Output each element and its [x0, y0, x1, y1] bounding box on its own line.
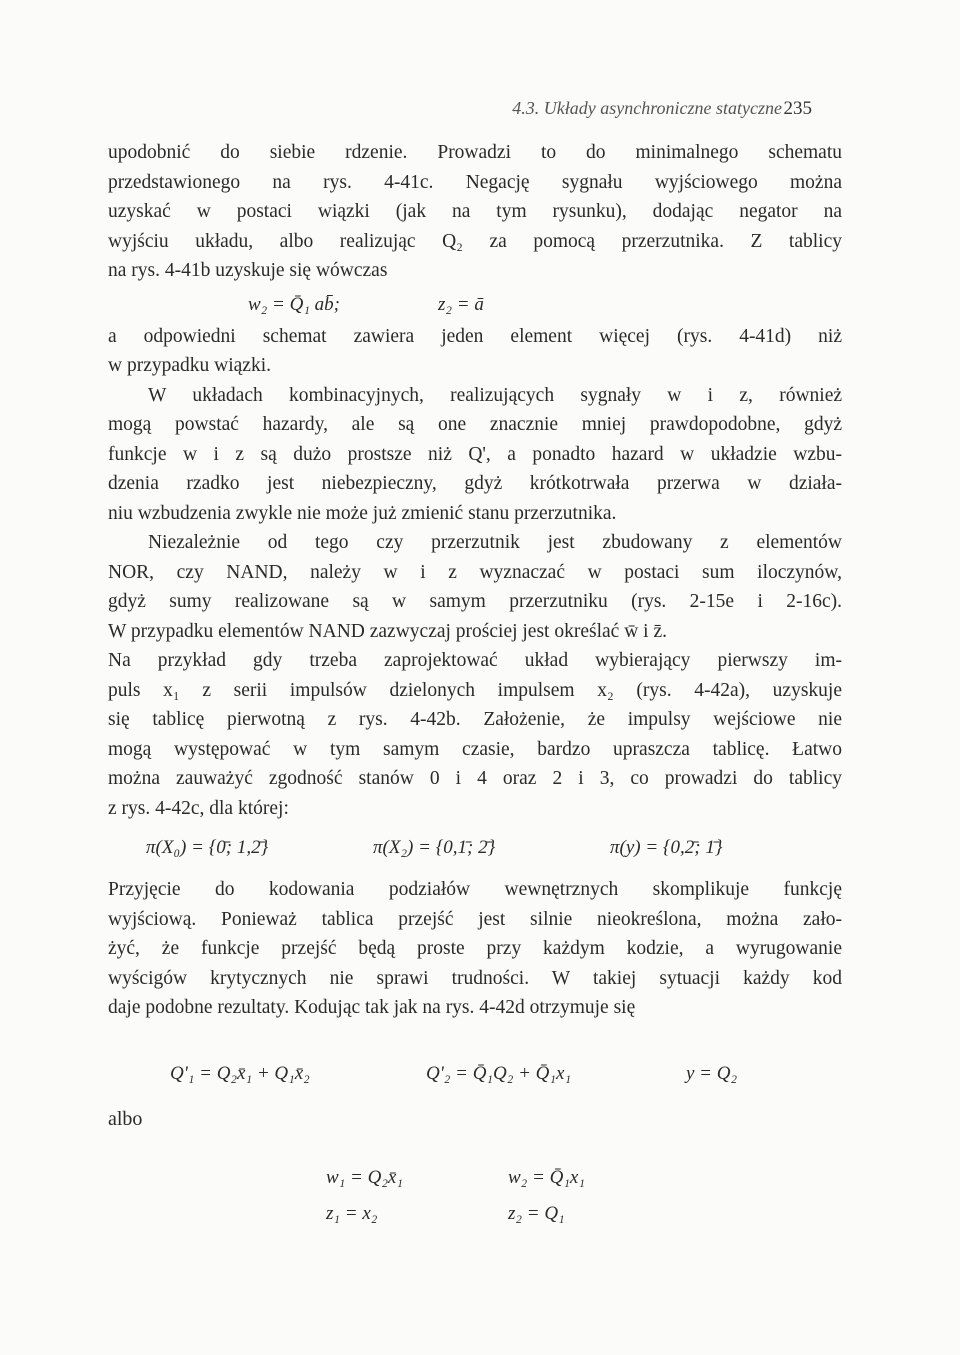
page-number: 235: [783, 98, 812, 119]
albo-word: albo: [108, 1107, 143, 1130]
equation-partitions: [108, 833, 842, 865]
body-text: [108, 138, 842, 1243]
paragraph-4: [108, 528, 842, 646]
equation-q1-prime: Q'₁ = Q₂x̄₁ + Q₁x̄₂: [170, 1062, 310, 1084]
text-line: Niezależnie od tego czy przerzutnik jest zbudowany z elementów: [148, 532, 842, 553]
equation-z2: z₂ = ā: [438, 293, 484, 315]
equation-z1: z₁ = x₂: [326, 1202, 378, 1224]
paragraph-5: [108, 646, 842, 823]
text-line: wyścigów krytycznych nie sprawi trudności. W takiej sytuacji każdy kod: [108, 967, 842, 989]
text-line: na rys. 4-41b uzyskuje się wówczas: [108, 260, 388, 281]
text-line: a odpowiedni schemat zawiera jeden element więcej (rys. 4-41d) niż: [108, 325, 842, 347]
text-line: gdyż sumy realizowane są w samym przerzutniku (rys. 2-15e i 2-16c).: [108, 591, 842, 612]
text-line: niu wzbudzenia zwykle nie może już zmienić stanu przerzutnika.: [108, 502, 617, 524]
equation-y: y = Q₂: [686, 1062, 738, 1084]
text-line: wyjściową. Ponieważ tablica przejść jest silnie nieokreślona, można zało-: [108, 908, 842, 930]
equation-pi-y: π(y) = {0,2̄; 1̄}: [610, 837, 723, 858]
equation-w2-z2: [108, 290, 842, 322]
section-title: 4.3. Układy asynchroniczne statyczne: [512, 98, 782, 118]
text-line: NOR, czy NAND, należy w i z wyznaczać w postaci sum iloczynów,: [108, 561, 842, 583]
equation-w2-final: w₂ = Q̄₁x₁: [508, 1166, 585, 1188]
text-line: puls x₁ z serii impulsów dzielonych impulsem x₂ (rys. 4-42a), uzyskuje: [108, 679, 842, 701]
text-line: z rys. 4-42c, dla której:: [108, 797, 289, 819]
text-line: uzyskać w postaci wiązki (jak na tym rysunku), dodając negator na: [108, 201, 842, 222]
text-line: mogą powstać hazardy, ale są one znacznie mniej prawdopodobne, gdyż: [108, 414, 842, 435]
equation-pi-x0: π(X₀) = {0̄; 1,2̄}: [146, 837, 269, 858]
text-line: Przyjęcie do kodowania podziałów wewnętrznych skomplikuje funkcję: [108, 879, 842, 900]
text-line: W układach kombinacyjnych, realizujących sygnały w i z, również: [148, 384, 842, 406]
paragraph-3: [108, 381, 842, 529]
paragraph-6: [108, 875, 842, 1023]
equations-block: [108, 1023, 842, 1173]
text-line: można zauważyć zgodność stanów 0 i 4 oraz 2 i 3, co prowadzi do tablicy: [108, 768, 842, 789]
equation-w1: w₁ = Q₂x̄₁: [326, 1166, 403, 1188]
equation-w2: w₂ = Q̄₁ ab̄;: [248, 293, 341, 315]
equation-z2-final: z₂ = Q₁: [508, 1202, 565, 1224]
text-line: wyjściu układu, albo realizując Q₂ za pomocą przerzutnika. Z tablicy: [108, 230, 842, 252]
text-line: przedstawionego na rys. 4-41c. Negację sygnału wyjściowego można: [108, 171, 842, 193]
text-line: funkcje w i z są dużo prostsze niż Q', a ponadto hazard w układzie wzbu-: [108, 443, 842, 465]
text-line: Na przykład gdy trzeba zaprojektować układ wybierający pierwszy im-: [108, 650, 842, 671]
paragraph-2: [108, 322, 842, 381]
text-line: w przypadku wiązki.: [108, 355, 271, 376]
text-line: mogą występować w tym samym czasie, bardzo upraszcza tablicę. Łatwo: [108, 738, 842, 760]
paragraph-1: [108, 138, 842, 286]
text-line: żyć, że funkcje przejść będą proste przy każdym kodzie, a wyrugowanie: [108, 938, 842, 959]
running-header: [0, 98, 960, 126]
text-line: dzenia rzadko jest niebezpieczny, gdyż krótkotrwała przerwa w działa-: [108, 473, 842, 494]
text-line: się tablicę pierwotną z rys. 4-42b. Założenie, że impulsy wejściowe nie: [108, 709, 842, 730]
equations-block-2: [108, 1163, 842, 1243]
text-line: daje podobne rezultaty. Kodując tak jak na rys. 4-42d otrzymuje się: [108, 997, 636, 1018]
equation-pi-x2: π(X₂) = {0,1̄; 2̄}: [373, 837, 496, 858]
text-line: upodobnić do siebie rdzenie. Prowadzi to do minimalnego schematu: [108, 142, 842, 163]
equation-q2-prime: Q'₂ = Q̄₁Q₂ + Q̄₁x₁: [426, 1062, 572, 1084]
text-line: W przypadku elementów NAND zazwyczaj prościej jest określać w̄ i z̄.: [108, 620, 667, 642]
